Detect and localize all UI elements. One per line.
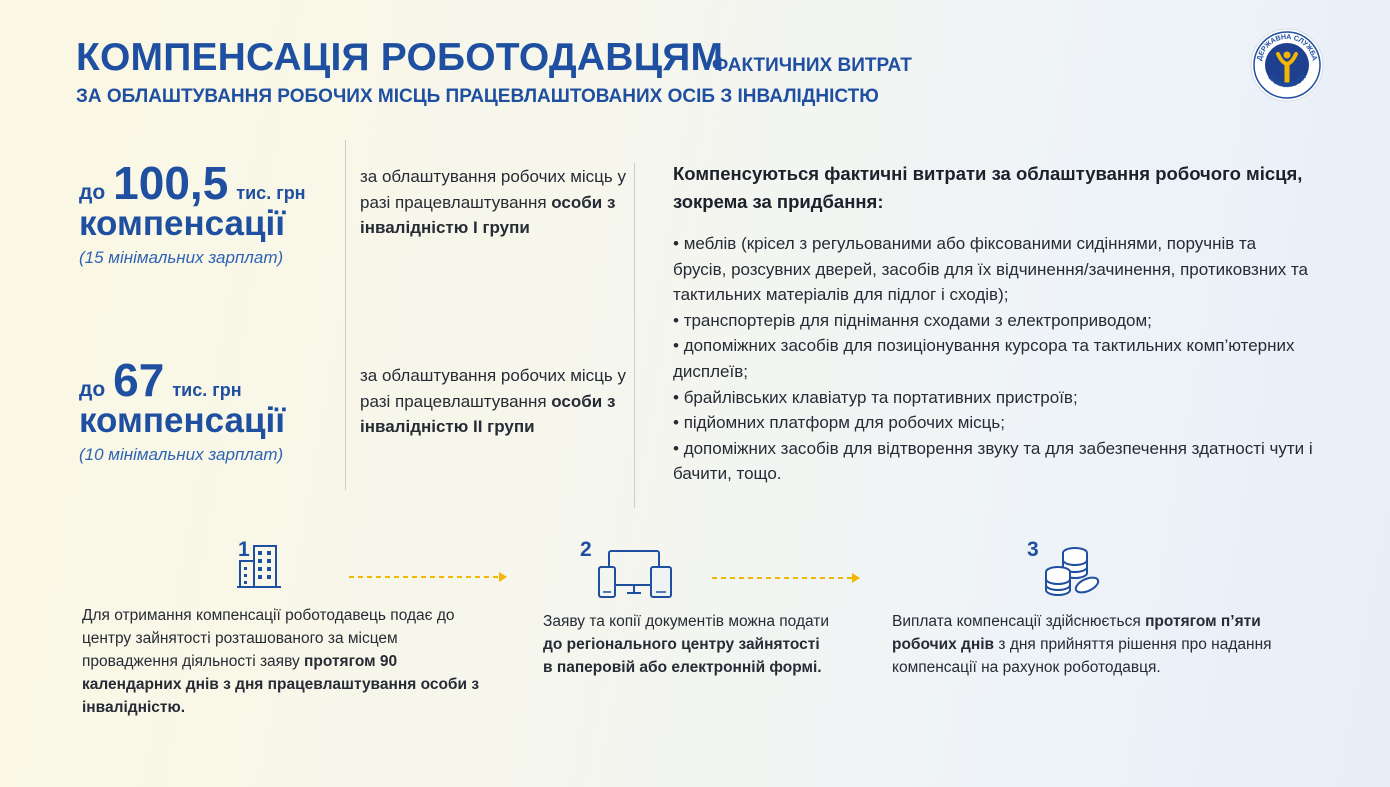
compensation-group-2 [79,354,286,465]
arrow-right-icon [349,572,509,582]
step-text-bold: протягом 90 календарних днів з дня працевлаштування особи з інвалідністю. [82,653,480,716]
list-item: • допоміжних засобів для позиціонування курсора та тактильних комп’ютерних дисплеїв; [673,333,1313,384]
step-text-1 [82,604,482,719]
compensation-word: компенсації [79,401,286,440]
arrow-right-icon [712,573,862,583]
step-text-bold: до регіонального центру зайнятості в паперовій або електронній формі. [543,636,822,676]
step-number-2: 2 [580,538,592,561]
compensation-description-1 [360,164,628,241]
step-text-normal: Виплата компенсації здійснюється [892,613,1146,630]
step-number-3: 3 [1027,538,1039,561]
logo-text-top: ДЕРЖАВНА СЛУЖБА [1256,33,1318,62]
divider-left [345,140,346,490]
devices-icon [597,549,673,599]
compensation-prefix: до [79,378,106,401]
employment-service-logo [1249,27,1325,103]
description-bold-text: особи з інвалідністю I групи [360,192,616,237]
description-bold-text: особи з інвалідністю II групи [360,391,616,436]
list-item: • меблів (крісел з регульованими або фіксованими сидіннями, поручнів та брусів, розсувних дверей, засобів для їх відчинення/зачинення, протиковзних та тактильних матеріалів для підлог і сходів); [673,231,1313,308]
compensation-word: компенсації [79,204,286,243]
divider-right [634,163,635,508]
page-subtitle: ЗА ОБЛАШТУВАННЯ РОБОЧИХ МІСЦЬ ПРАЦЕВЛАШТОВАНИХ ОСІБ З ІНВАЛІДНІСТЮ [76,86,879,107]
page-title-suffix: ФАКТИЧНИХ ВИТРАТ [712,55,912,76]
expenses-heading: Компенсуються фактичні витрати за облаштування робочого місця, зокрема за придбання: [673,163,1303,212]
description-text: за облаштування робочих місць у разі працевлаштування [360,366,626,411]
list-item: • брайлівських клавіатур та портативних пристроїв; [673,385,1313,411]
list-item: • підйомних платформ для робочих місць; [673,410,1313,436]
compensation-group-1 [79,157,306,268]
compensation-note: (10 мінімальних зарплат) [79,445,284,464]
step-text-normal: Для отримання компенсації роботодавець подає до центру зайнятості розташованого за місцем провадження діяльності заяву [82,607,455,670]
compensation-unit: тис. грн [172,380,242,400]
step-text-2 [543,610,833,679]
description-text: за облаштування робочих місць у разі працевлаштування [360,167,626,212]
step-number-1: 1 [238,538,250,561]
svg-text:ЗАЙНЯТОСТІ [1266,74,1308,89]
step-text-normal: Заяву та копії документів можна подати [543,613,830,630]
compensation-amount: 100,5 [113,157,229,209]
building-icon [236,543,282,589]
step-text-bold: протягом п’яти робочих днів [892,613,1261,653]
logo-lettering [1249,27,1325,103]
list-item: • допоміжних засобів для відтворення звуку та для забезпечення здатності чути і бачити, тощо. [673,436,1313,487]
page-title: КОМПЕНСАЦІЯ РОБОТОДАВЦЯМ [76,36,724,79]
compensation-unit: тис. грн [236,183,306,203]
compensation-note: (15 мінімальних зарплат) [79,248,284,267]
list-item: • транспортерів для піднімання сходами з електроприводом; [673,308,1313,334]
step-text-after: з дня прийняття рішення про надання компенсації на рахунок роботодавця. [892,636,1272,676]
compensation-prefix: до [79,181,106,204]
step-text-3 [892,610,1322,679]
logo-text-bottom: ЗАЙНЯТОСТІ [1266,73,1308,90]
coins-icon [1044,545,1102,599]
compensation-description-2 [360,363,628,440]
expenses-list [673,231,1313,487]
svg-text:ДЕРЖАВНА СЛУЖБА [1256,34,1317,62]
compensation-amount: 67 [113,354,165,406]
